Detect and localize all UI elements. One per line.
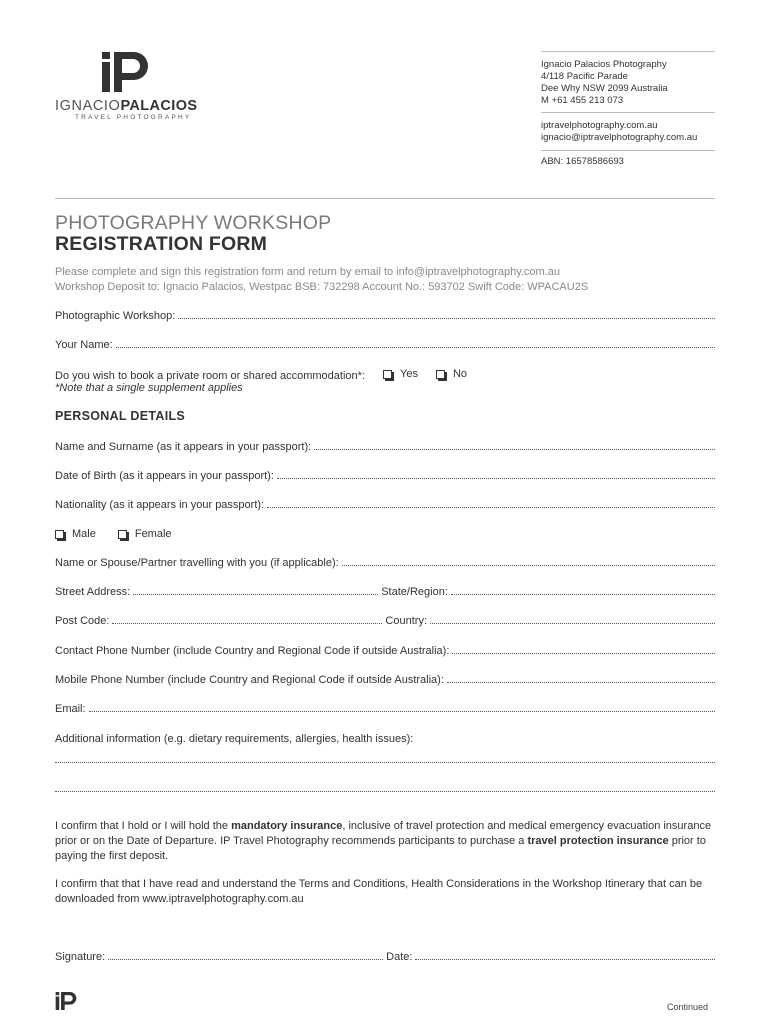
- nationality-field[interactable]: [55, 499, 715, 511]
- street-line[interactable]: [133, 594, 378, 595]
- accommodation-label: Do you wish to book a private room or shared accommodation*:: [55, 369, 365, 382]
- dob-line[interactable]: [277, 478, 715, 479]
- terms-confirmation: I confirm that that I have read and understand the Terms and Conditions, Health Considerations in the Workshop Itinerary that can be downloaded from www.iptravelphotography.com.au: [55, 878, 703, 905]
- supplement-note: *Note that a single supplement applies: [55, 382, 243, 394]
- contact-address-block: [541, 59, 715, 107]
- your-name-label: Your Name:: [55, 339, 113, 351]
- additional-info-row-1[interactable]: [55, 762, 715, 764]
- post-code-line[interactable]: [112, 623, 382, 624]
- date-line[interactable]: [415, 959, 715, 960]
- insurance-text-e: prior to paying the first deposit.: [55, 835, 706, 862]
- no-label: No: [452, 368, 468, 380]
- website-link[interactable]: iptravelphotography.com.au: [541, 120, 658, 131]
- abn-number: ABN: 16578586693: [541, 156, 624, 167]
- your-name-field[interactable]: [55, 339, 715, 351]
- signature-date-field: [55, 951, 715, 963]
- intro-line-2: Workshop Deposit to: Ignacio Palacios, Westpac BSB: 732298 Account No.: 593702 Swift Code: WPACAU2S: [55, 281, 589, 293]
- nationality-label: Nationality (as it appears in your passport):: [55, 499, 265, 511]
- yes-label: Yes: [400, 368, 418, 380]
- logo-name-light: IGNACIO: [55, 98, 121, 114]
- spouse-line[interactable]: [342, 565, 715, 566]
- intro-line-1: Please complete and sign this registration form and return by email to info@iptravelphotography.com.au: [55, 266, 561, 278]
- accommodation-yes-option[interactable]: [383, 368, 418, 380]
- travel-protection-emphasis: travel protection insurance: [527, 835, 669, 847]
- mandatory-insurance-emphasis: mandatory insurance: [231, 820, 343, 832]
- accommodation-no-option[interactable]: [436, 368, 467, 380]
- no-checkbox[interactable]: [436, 370, 445, 379]
- address-line-1: 4/118 Pacific Parade: [541, 71, 628, 82]
- post-code-label: Post Code:: [55, 615, 110, 627]
- contact-web-block: [541, 120, 715, 144]
- email-field[interactable]: [55, 703, 715, 715]
- insurance-text-c: , inclusive of travel protection and medical emergency evacuation insurance prior or on the Date of Departure. IP Travel Photography recommends participants to purchase a: [55, 820, 712, 847]
- additional-info-row-2[interactable]: [55, 791, 715, 793]
- female-label: Female: [134, 528, 172, 540]
- phone-number: M +61 455 213 073: [541, 95, 624, 106]
- nationality-line[interactable]: [267, 507, 715, 508]
- address-line-2: Dee Why NSW 2099 Australia: [541, 83, 668, 94]
- spouse-field[interactable]: [55, 557, 715, 569]
- logo-name-bold: PALACIOS: [120, 98, 198, 114]
- male-label: Male: [72, 528, 96, 540]
- your-name-line[interactable]: [116, 347, 715, 348]
- continued-label: Continued: [667, 1002, 709, 1012]
- intro-text: [55, 265, 715, 295]
- company-name: Ignacio Palacios Photography: [541, 59, 667, 70]
- page-title-line-1: PHOTOGRAPHY WORKSHOP: [55, 212, 332, 234]
- dob-field[interactable]: [55, 470, 715, 482]
- header-divider: [55, 198, 715, 199]
- street-state-field: [55, 586, 715, 598]
- additional-info-line-1[interactable]: [55, 762, 715, 763]
- name-surname-label: Name and Surname (as it appears in your passport):: [55, 441, 312, 453]
- mobile-phone-label: Mobile Phone Number (include Country and Regional Code if outside Australia):: [55, 674, 444, 686]
- female-option[interactable]: [118, 528, 172, 540]
- contact-phone-field[interactable]: [55, 645, 715, 657]
- logo-tagline: TRAVEL PHOTOGRAPHY: [75, 114, 192, 121]
- additional-info-line-2[interactable]: [55, 791, 715, 792]
- contact-phone-line[interactable]: [452, 653, 715, 654]
- postcode-country-field: [55, 615, 715, 627]
- insurance-text-a: I confirm that I hold or I will hold the: [55, 820, 232, 832]
- email-label: Email:: [55, 703, 86, 715]
- mobile-phone-field[interactable]: [55, 674, 715, 686]
- state-line[interactable]: [451, 594, 715, 595]
- page-title-line-2: REGISTRATION FORM: [55, 233, 268, 255]
- contact-divider-mid: [541, 112, 715, 113]
- contact-divider-top: [541, 51, 715, 52]
- signature-label: Signature:: [55, 951, 106, 963]
- spouse-label: Name or Spouse/Partner travelling with you (if applicable):: [55, 557, 339, 569]
- email-line[interactable]: [89, 711, 715, 712]
- insurance-confirmation: [55, 819, 720, 864]
- footer-ip-logo-icon: [55, 992, 77, 1010]
- accommodation-question: [55, 368, 715, 382]
- gender-options: [55, 528, 715, 540]
- country-label: Country:: [385, 615, 427, 627]
- male-checkbox[interactable]: [55, 530, 64, 539]
- workshop-field[interactable]: [55, 310, 715, 322]
- name-surname-line[interactable]: [314, 449, 715, 450]
- contact-phone-label: Contact Phone Number (include Country and Regional Code if outside Australia):: [55, 645, 450, 657]
- yes-checkbox[interactable]: [383, 370, 392, 379]
- dob-label: Date of Birth (as it appears in your passport):: [55, 470, 274, 482]
- country-line[interactable]: [430, 623, 715, 624]
- name-surname-field[interactable]: [55, 441, 715, 453]
- workshop-line[interactable]: [178, 318, 715, 319]
- signature-line[interactable]: [108, 959, 383, 960]
- female-checkbox[interactable]: [118, 530, 127, 539]
- contact-divider-bottom: [541, 150, 715, 151]
- additional-info-label: Additional information (e.g. dietary requirements, allergies, health issues):: [55, 733, 414, 745]
- personal-details-heading: PERSONAL DETAILS: [55, 409, 186, 423]
- date-label: Date:: [386, 951, 413, 963]
- mobile-phone-line[interactable]: [447, 682, 715, 683]
- ip-logo-icon: [102, 52, 148, 92]
- state-label: State/Region:: [381, 586, 448, 598]
- male-option[interactable]: [55, 528, 96, 540]
- logo-wordmark: [55, 98, 197, 114]
- workshop-label: Photographic Workshop:: [55, 310, 176, 322]
- email-link[interactable]: ignacio@iptravelphotography.com.au: [541, 132, 698, 143]
- street-label: Street Address:: [55, 586, 131, 598]
- additional-info-field: [55, 733, 715, 745]
